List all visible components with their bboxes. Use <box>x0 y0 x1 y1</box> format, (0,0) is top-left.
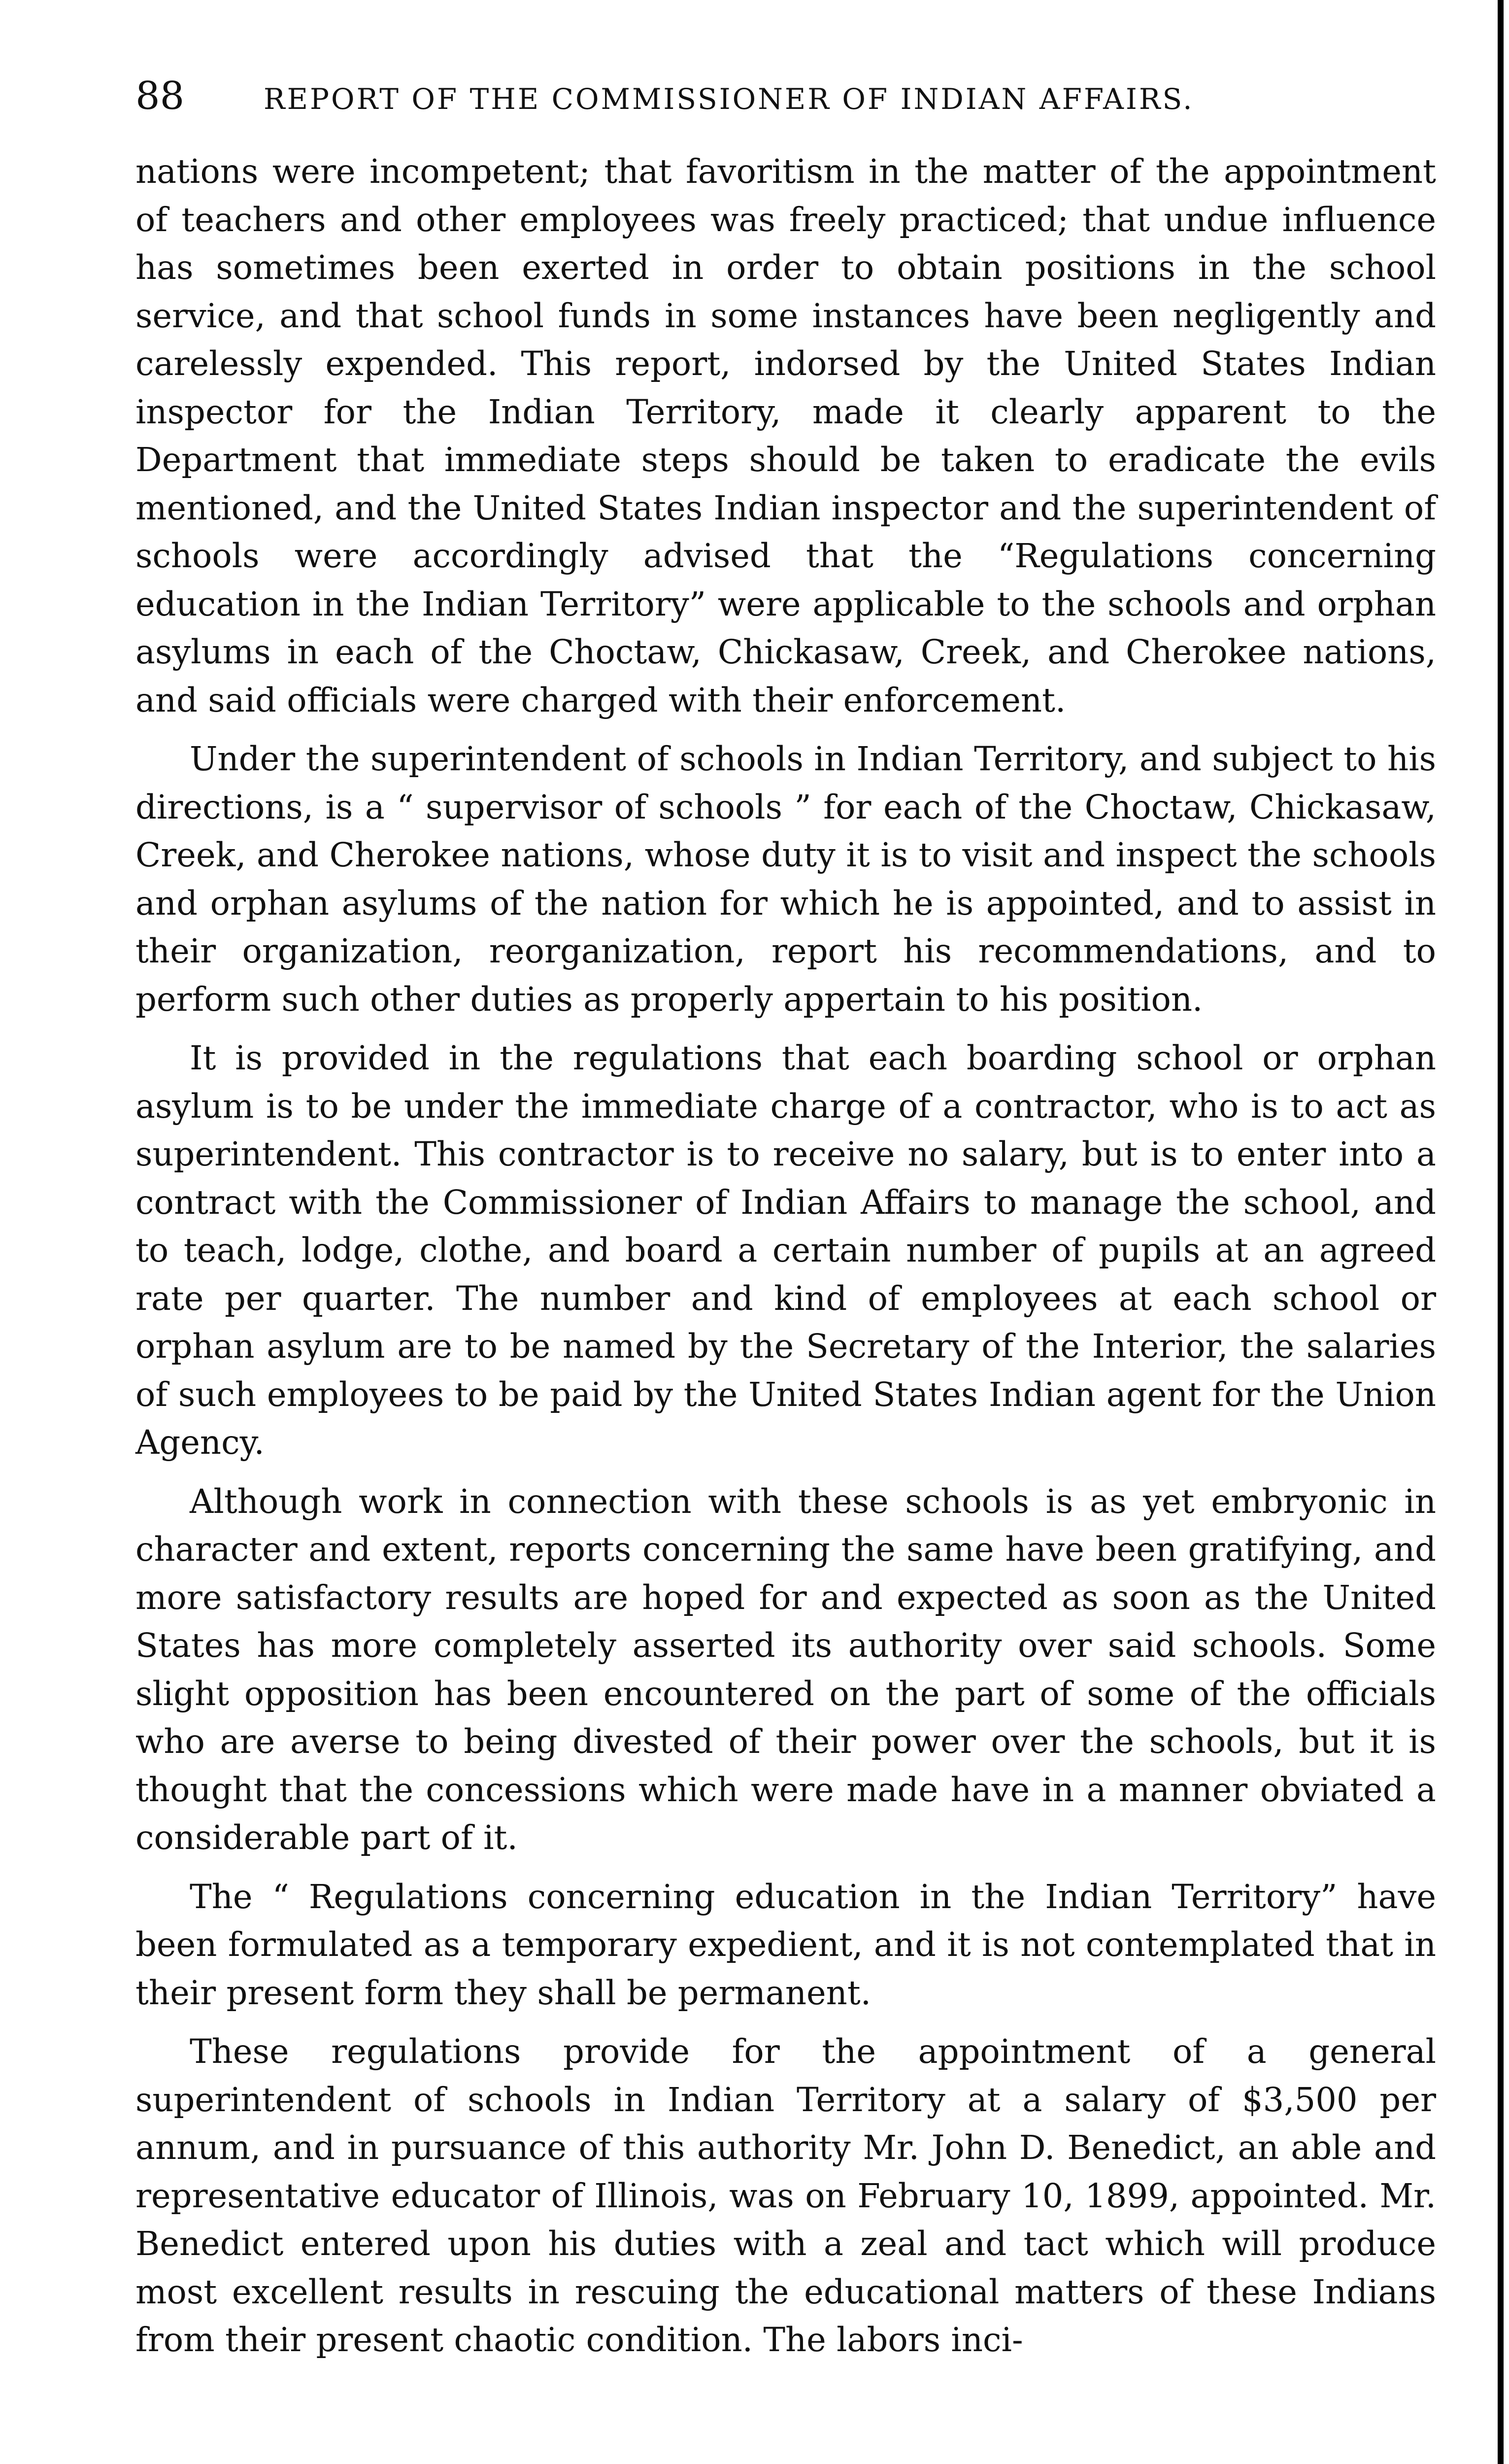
body-text <box>135 148 1436 2364</box>
document-page <box>135 74 1436 2375</box>
running-head <box>135 74 1436 138</box>
paragraph-1: nations were incompetent; that favoritism in the matter of the appointment of teachers and other employees was freely practiced; that undue influence has sometimes been exerted in order to obtain positions in the school service, and that school funds in some instances have been negligently and carelessly expended. This report, indorsed by the United States Indian inspector for the Indian Territory, made it clearly apparent to the Department that immediate steps should be taken to eradicate the evils mentioned, and the United States Indian inspector and the superintendent of schools were accordingly advised that the “Regulations concerning education in the Indian Territory” were applicable to the schools and orphan asylums in each of the Choctaw, Chickasaw, Creek, and Cherokee nations, and said officials were charged with their enforcement. <box>135 152 1436 719</box>
paragraph-4: Although work in connection with these schools is as yet embryonic in character and extent, reports concerning the same have been gratifying, and more satisfactory results are hoped for and expected as soon as the United States has more completely asserted its authority over said schools. Some slight opposition has been encountered on the part of some of the officials who are averse to being divested of their power over the schools, but it is thought that the concessions which were made have in a manner obviated a considerable part of it. <box>135 1482 1436 1857</box>
page-number: 88 <box>135 74 185 118</box>
paragraph-2: Under the superintendent of schools in Indian Territory, and subject to his directions, is a “ supervisor of schools ” for each of the Choctaw, Chickasaw, Creek, and Cherokee nations, whose duty it is to visit and inspect the schools and orphan asylums of the nation for which he is appointed, and to assist in their organization, reorganization, report his recommendations, and to perform such other duties as properly appertain to his position. <box>135 740 1436 1019</box>
paragraph-3: It is provided in the regulations that each boarding school or orphan asylum is to be under the immediate charge of a contractor, who is to act as superintendent. This contractor is to receive no salary, but is to enter into a contract with the Commissioner of Indian Affairs to manage the school, and to teach, lodge, clothe, and board a certain number of pupils at an agreed rate per quarter. The number and kind of employees at each school or orphan asylum are to be named by the Secretary of the Interior, the salaries of such employees to be paid by the United States Indian agent for the Union Agency. <box>135 1039 1436 1462</box>
paragraph-6: These regulations provide for the appointment of a general superintendent of schools in Indian Territory at a salary of $3,500 per annum, and in pursuance of this authority Mr. John D. Benedict, an able and representative educator of Illinois, was on February 10, 1899, appointed. Mr. Benedict entered upon his duties with a zeal and tact which will produce most excellent results in rescuing the educational matters of these Indians from their present chaotic condition. The labors inci- <box>135 2032 1436 2359</box>
running-head-title: REPORT OF THE COMMISSIONER OF INDIAN AFFAIRS. <box>264 82 1194 116</box>
paragraph-5: The “ Regulations concerning education in the Indian Territory” have been formulated as a temporary expedient, and it is not contemplated that in their present form they shall be permanent. <box>135 1877 1436 2012</box>
